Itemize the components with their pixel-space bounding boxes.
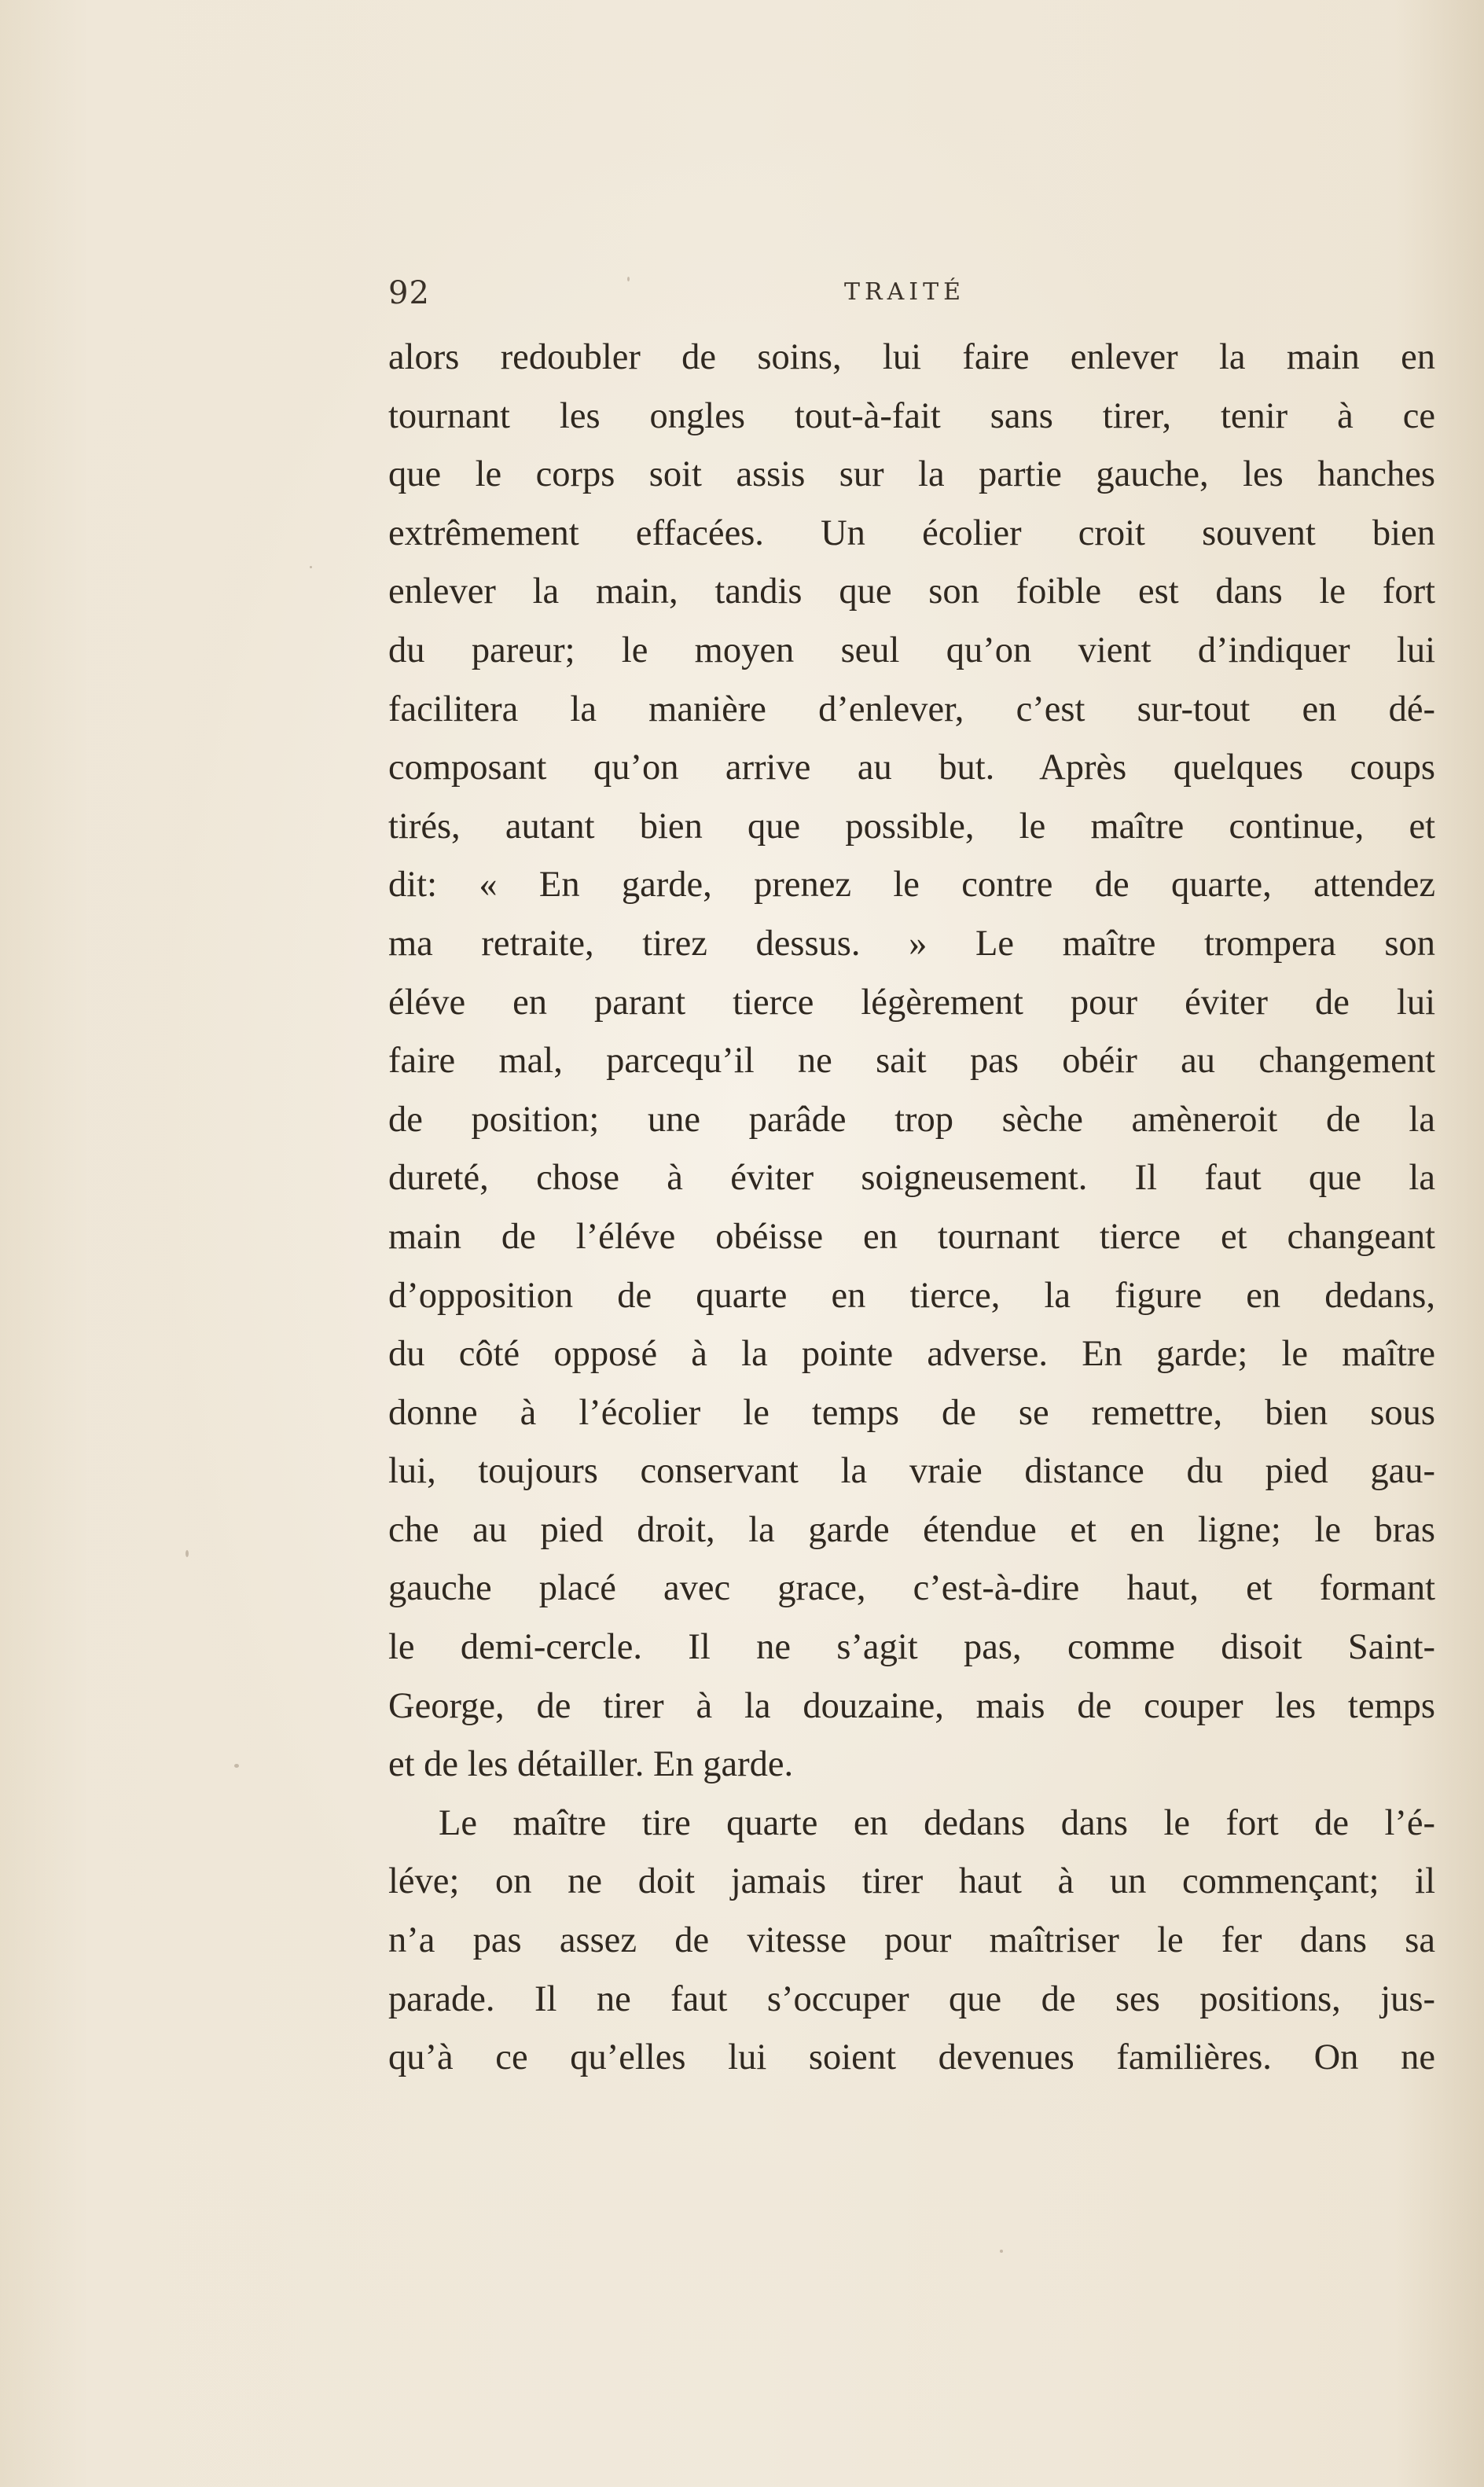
text-line: dureté, chose à éviter soigneusement. Il faut que la <box>388 1158 1435 1199</box>
text-line: George, de tirer à la douzaine, mais de couper les temps <box>388 1685 1435 1726</box>
page-number: 92 <box>388 275 430 311</box>
text-line: léve; on ne doit jamais tirer haut à un commençant; il <box>388 1861 1435 1902</box>
paper-speck <box>627 277 630 281</box>
page-header <box>388 275 1434 314</box>
text-line: lui, toujours conservant la vraie distance du pied gau- <box>388 1451 1435 1492</box>
text-line: parade. Il ne faut s’occuper que de ses positions, jus- <box>388 1978 1435 2019</box>
text-line: n’a pas assez de vitesse pour maîtriser le fer dans sa <box>388 1920 1435 1961</box>
text-line: che au pied droit, la garde étendue et en ligne; le bras <box>388 1509 1435 1550</box>
paper-speck <box>1000 2250 1003 2253</box>
running-head: TRAITÉ <box>844 278 966 306</box>
text-line: enlever la main, tandis que son foible est dans le fort <box>388 571 1435 612</box>
text-line: ma retraite, tirez dessus. » Le maître trompera son <box>388 923 1435 964</box>
text-line: tirés, autant bien que possible, le maître continue, et <box>388 806 1435 847</box>
text-line: faire mal, parcequ’il ne sait pas obéir au changement <box>388 1041 1435 1082</box>
text-line: du côté opposé à la pointe adverse. En garde; le maître <box>388 1334 1435 1375</box>
text-line: dit: « En garde, prenez le contre de quarte, attendez <box>388 865 1435 906</box>
paper-speck <box>310 566 312 568</box>
text-line: facilitera la manière d’enlever, c’est sur-tout en dé- <box>388 689 1435 729</box>
paper-speck <box>234 1764 239 1768</box>
body-text <box>388 329 1435 2088</box>
text-line: main de l’éléve obéisse en tournant tierce et changeant <box>388 1216 1435 1257</box>
paragraph-start-line: Le maître tire quarte en dedans dans le fort de l’é- <box>439 1802 1435 1843</box>
text-line: extrêmement effacées. Un écolier croit souvent bien <box>388 512 1435 553</box>
text-line: donne à l’écolier le temps de se remettre, bien sous <box>388 1392 1435 1433</box>
text-line: que le corps soit assis sur la partie gauche, les hanches <box>388 454 1435 495</box>
text-line: gauche placé avec grace, c’est-à-dire haut, et formant <box>388 1568 1435 1609</box>
text-line: qu’à ce qu’elles lui soient devenues familières. On ne <box>388 2037 1435 2078</box>
text-line: alors redoubler de soins, lui faire enlever la main en <box>388 337 1435 377</box>
text-line: le demi-cercle. Il ne s’agit pas, comme disoit Saint- <box>388 1627 1435 1668</box>
text-line: éléve en parant tierce légèrement pour éviter de lui <box>388 982 1435 1023</box>
text-line: tournant les ongles tout-à-fait sans tirer, tenir à ce <box>388 395 1435 436</box>
paper-speck <box>186 1550 189 1557</box>
text-line: du pareur; le moyen seul qu’on vient d’indiquer lui <box>388 630 1435 670</box>
text-line: d’opposition de quarte en tierce, la figure en dedans, <box>388 1275 1435 1316</box>
text-line: composant qu’on arrive au but. Après quelques coups <box>388 748 1435 788</box>
text-line: de position; une parâde trop sèche amèneroit de la <box>388 1099 1435 1140</box>
text-line: et de les détailler. En garde. <box>388 1744 794 1785</box>
